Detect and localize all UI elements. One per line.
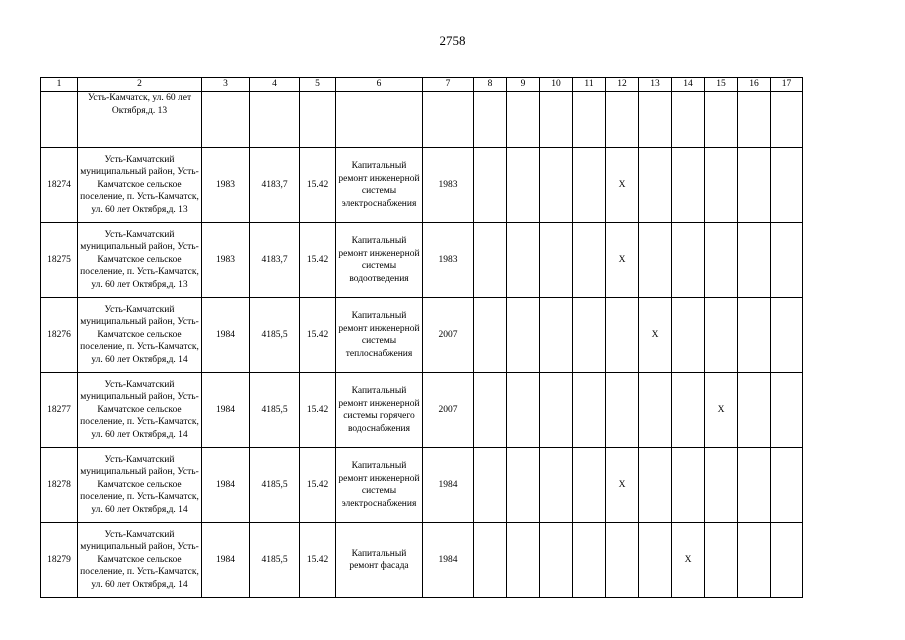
column-header-7: 7 [423,78,474,92]
table-row [41,223,803,298]
record-id: 18278 [41,448,78,523]
record-id: 18275 [41,223,78,298]
cell [540,298,573,373]
record-address: Усть-Камчатский муниципальный район, Усть-Камчатское сельское поселение, п. Усть-Камчатск, ул. 60 лет Октября,д. 14 [78,298,202,373]
record-address: Усть-Камчатский муниципальный район, Усть-Камчатское сельское поселение, п. Усть-Камчатск, ул. 60 лет Октября,д. 13 [78,223,202,298]
record-work-year: 1983 [423,223,474,298]
column-header-6: 6 [336,78,423,92]
table-row [41,523,803,598]
record-mark: X [606,148,639,223]
record-address: Усть-Камчатский муниципальный район, Усть-Камчатское сельское поселение, п. Усть-Камчатск, ул. 60 лет Октября,д. 14 [78,448,202,523]
record-year: 1984 [202,373,250,448]
record-mark: X [639,298,672,373]
column-header-16: 16 [738,78,771,92]
record-code: 15.42 [300,448,336,523]
record-year: 1983 [202,223,250,298]
page-number: 2758 [439,33,466,48]
cell [250,92,300,148]
column-header-3: 3 [202,78,250,92]
column-header-17: 17 [771,78,803,92]
record-area: 4183,7 [250,223,300,298]
cell [573,298,606,373]
record-work-year: 2007 [423,373,474,448]
cell [606,298,639,373]
record-work-type: Капитальный ремонт инженерной системы теплоснабжения [336,298,423,373]
record-mark: X [606,448,639,523]
record-year: 1984 [202,523,250,598]
table-row [41,373,803,448]
cell [507,223,540,298]
record-mark: X [606,223,639,298]
cell [474,92,507,148]
column-header-1: 1 [41,78,78,92]
cell [639,148,672,223]
cell [771,523,803,598]
record-area: 4183,7 [250,148,300,223]
record-code: 15.42 [300,223,336,298]
cell [771,373,803,448]
cell [639,373,672,448]
cell [507,448,540,523]
column-header-8: 8 [474,78,507,92]
column-header-14: 14 [672,78,705,92]
record-id: 18274 [41,148,78,223]
cell [672,148,705,223]
record-work-year: 2007 [423,298,474,373]
record-work-type: Капитальный ремонт фасада [336,523,423,598]
cell [540,373,573,448]
column-header-5: 5 [300,78,336,92]
cell [672,298,705,373]
record-address: Усть-Камчатский муниципальный район, Усть-Камчатское сельское поселение, п. Усть-Камчатск, ул. 60 лет Октября,д. 14 [78,373,202,448]
column-header-15: 15 [705,78,738,92]
column-header-10: 10 [540,78,573,92]
cell [771,448,803,523]
cell [540,448,573,523]
cell [705,92,738,148]
cell [738,298,771,373]
column-header-2: 2 [78,78,202,92]
record-code: 15.42 [300,298,336,373]
cell [672,92,705,148]
cell [474,448,507,523]
column-header-11: 11 [573,78,606,92]
cell [771,92,803,148]
column-header-12: 12 [606,78,639,92]
record-area: 4185,5 [250,373,300,448]
cell [507,298,540,373]
record-mark: X [672,523,705,598]
cell [573,92,606,148]
cell [474,223,507,298]
record-work-year: 1984 [423,448,474,523]
record-code: 15.42 [300,148,336,223]
cell [771,148,803,223]
record-code: 15.42 [300,373,336,448]
cell [705,448,738,523]
continuation-address: Усть-Камчатск, ул. 60 лет Октября,д. 13 [78,92,202,148]
cell [738,92,771,148]
cell [573,523,606,598]
cell [573,373,606,448]
cell [507,148,540,223]
cell [41,92,78,148]
record-address: Усть-Камчатский муниципальный район, Усть-Камчатское сельское поселение, п. Усть-Камчатск, ул. 60 лет Октября,д. 13 [78,148,202,223]
column-number-header [41,78,803,92]
cell [507,523,540,598]
cell [474,148,507,223]
table-row [41,148,803,223]
cell [507,92,540,148]
cell [606,523,639,598]
record-work-type: Капитальный ремонт инженерной системы горячего водоснабжения [336,373,423,448]
cell [771,223,803,298]
cell [672,373,705,448]
cell [573,223,606,298]
cell [771,298,803,373]
cell [540,148,573,223]
record-work-type: Капитальный ремонт инженерной системы водоотведения [336,223,423,298]
cell [639,92,672,148]
cell [573,448,606,523]
cell [672,223,705,298]
record-id: 18277 [41,373,78,448]
record-work-type: Капитальный ремонт инженерной системы электроснабжения [336,148,423,223]
cell [336,92,423,148]
table-row [41,448,803,523]
cell [738,448,771,523]
record-id: 18279 [41,523,78,598]
cell [672,448,705,523]
column-header-9: 9 [507,78,540,92]
cell [474,298,507,373]
cell [202,92,250,148]
cell [639,223,672,298]
cell [738,223,771,298]
record-work-year: 1984 [423,523,474,598]
cell [540,92,573,148]
column-header-13: 13 [639,78,672,92]
cell [540,223,573,298]
cell [474,523,507,598]
record-year: 1984 [202,448,250,523]
cell [705,523,738,598]
cell [705,298,738,373]
record-work-type: Капитальный ремонт инженерной системы электроснабжения [336,448,423,523]
cell [573,148,606,223]
column-header-4: 4 [250,78,300,92]
record-area: 4185,5 [250,523,300,598]
cell [705,148,738,223]
cell [507,373,540,448]
repair-schedule-table [40,77,803,598]
cell [738,523,771,598]
cell [639,523,672,598]
record-work-year: 1983 [423,148,474,223]
cell [738,373,771,448]
record-year: 1984 [202,298,250,373]
cell [639,448,672,523]
cell [738,148,771,223]
record-mark: X [705,373,738,448]
record-year: 1983 [202,148,250,223]
cell [300,92,336,148]
record-id: 18276 [41,298,78,373]
record-code: 15.42 [300,523,336,598]
cell [540,523,573,598]
cell [606,92,639,148]
cell [705,223,738,298]
record-area: 4185,5 [250,448,300,523]
table-row [41,298,803,373]
record-address: Усть-Камчатский муниципальный район, Усть-Камчатское сельское поселение, п. Усть-Камчатск, ул. 60 лет Октября,д. 14 [78,523,202,598]
cell [606,373,639,448]
cell [474,373,507,448]
cell [423,92,474,148]
record-area: 4185,5 [250,298,300,373]
continuation-row [41,92,803,148]
